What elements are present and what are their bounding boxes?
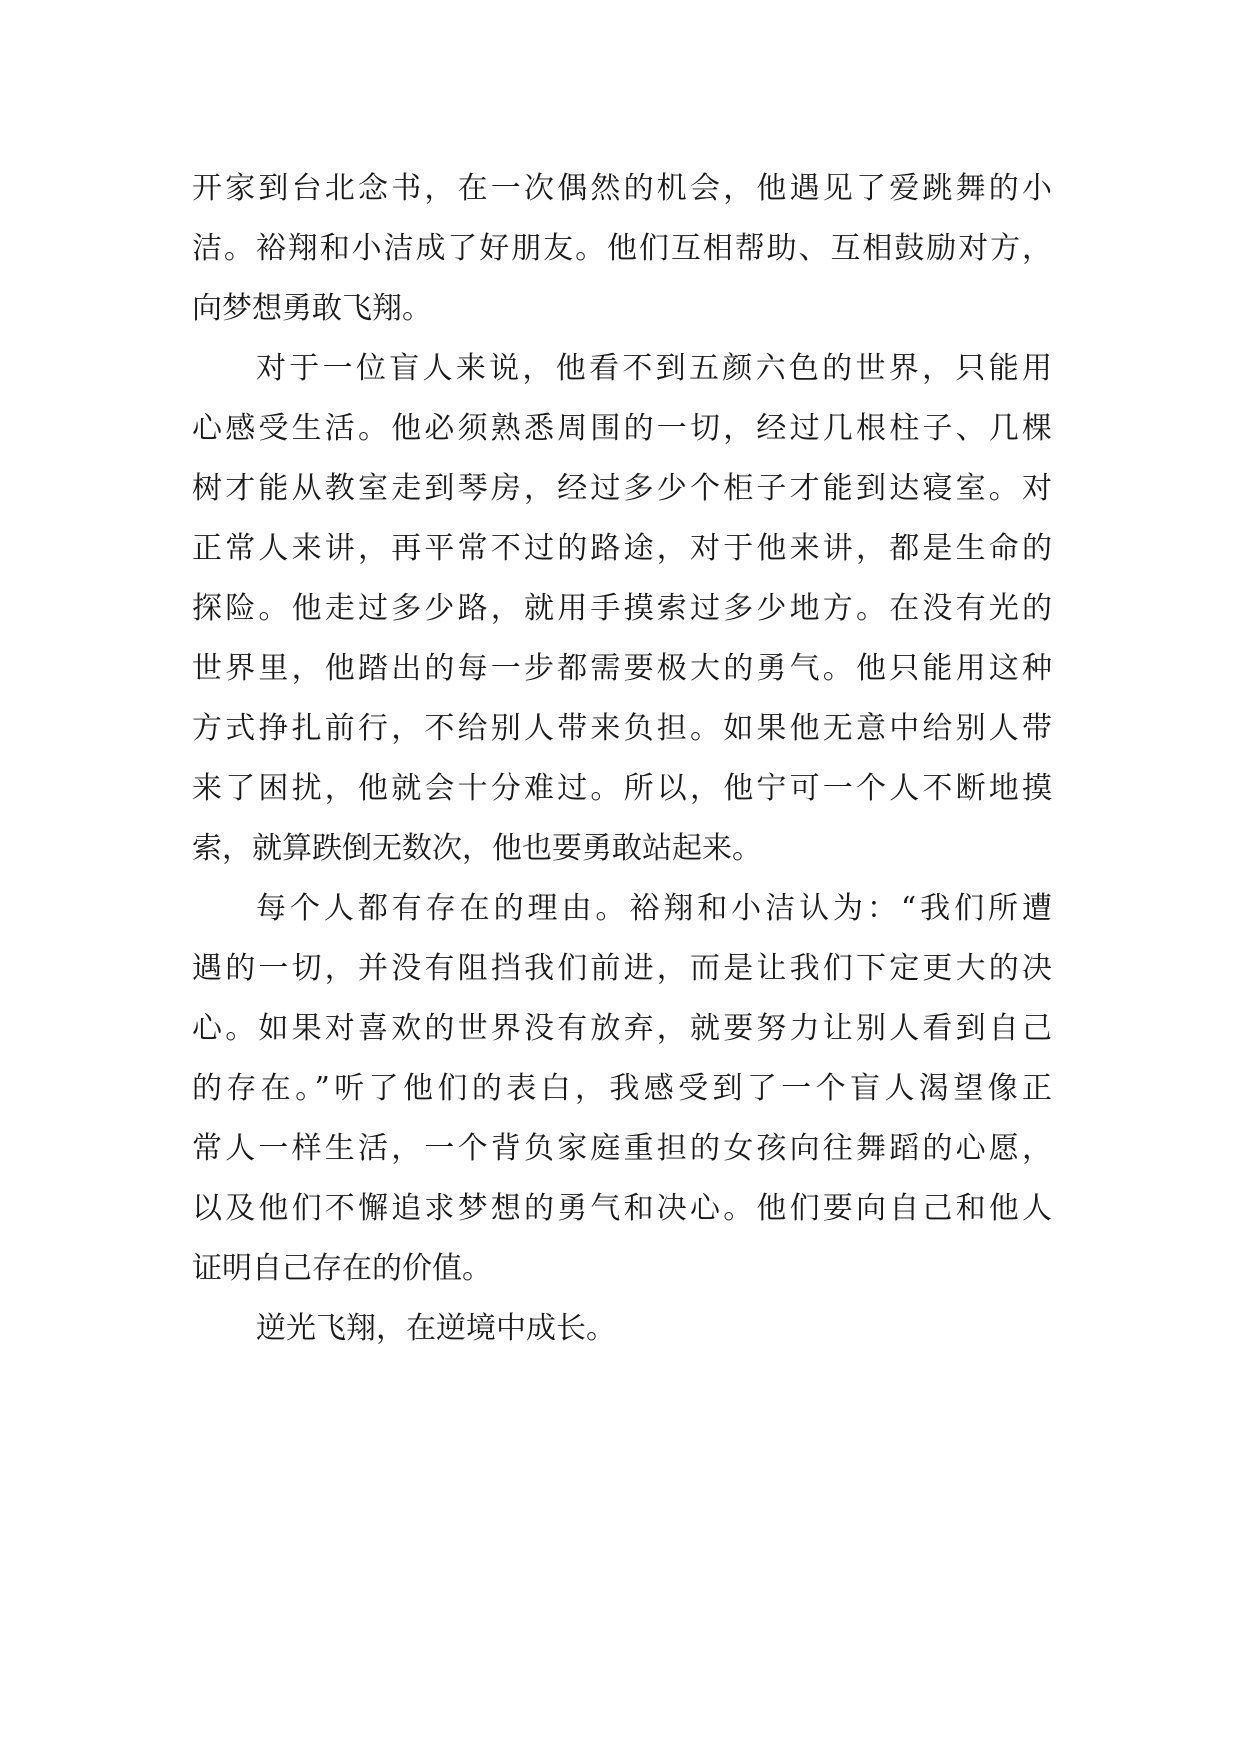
document-body	[192, 159, 1052, 1359]
text-line: 世界里，他踏出的每一步都需要极大的勇气。他只能用这种	[192, 651, 1052, 686]
text-line: 心感受生活。他必须熟悉周围的一切，经过几根柱子、几棵	[192, 411, 1052, 446]
text-line: 证明自己存在的价值。	[192, 1251, 492, 1286]
text-line: 逆光飞翔，在逆境中成长。	[256, 1311, 616, 1346]
text-line: 探险。他走过多少路，就用手摸索过多少地方。在没有光的	[192, 591, 1052, 626]
text-line: 以及他们不懈追求梦想的勇气和决心。他们要向自己和他人	[192, 1191, 1052, 1226]
text-line: 心。如果对喜欢的世界没有放弃，就要努力让别人看到自己	[192, 1011, 1052, 1046]
text-line: 向梦想勇敢飞翔。	[192, 291, 432, 326]
text-line: 树才能从教室走到琴房，经过多少个柜子才能到达寝室。对	[192, 471, 1052, 506]
text-line: 的存在。”听了他们的表白，我感受到了一个盲人渴望像正	[192, 1071, 1052, 1106]
text-line: 每个人都有存在的理由。裕翔和小洁认为：“我们所遭	[256, 891, 1052, 926]
text-line: 常人一样生活，一个背负家庭重担的女孩向往舞蹈的心愿，	[192, 1131, 1052, 1166]
text-line: 来了困扰，他就会十分难过。所以，他宁可一个人不断地摸	[192, 771, 1052, 806]
text-line: 方式挣扎前行，不给别人带来负担。如果他无意中给别人带	[192, 711, 1052, 746]
text-line: 索，就算跌倒无数次，他也要勇敢站起来。	[192, 831, 762, 866]
text-line: 正常人来讲，再平常不过的路途，对于他来讲，都是生命的	[192, 531, 1052, 566]
text-line: 洁。裕翔和小洁成了好朋友。他们互相帮助、互相鼓励对方，	[192, 231, 1052, 266]
text-line: 遇的一切，并没有阻挡我们前进，而是让我们下定更大的决	[192, 951, 1052, 986]
text-line: 开家到台北念书，在一次偶然的机会，他遇见了爱跳舞的小	[192, 171, 1052, 206]
text-line: 对于一位盲人来说，他看不到五颜六色的世界，只能用	[256, 351, 1052, 386]
